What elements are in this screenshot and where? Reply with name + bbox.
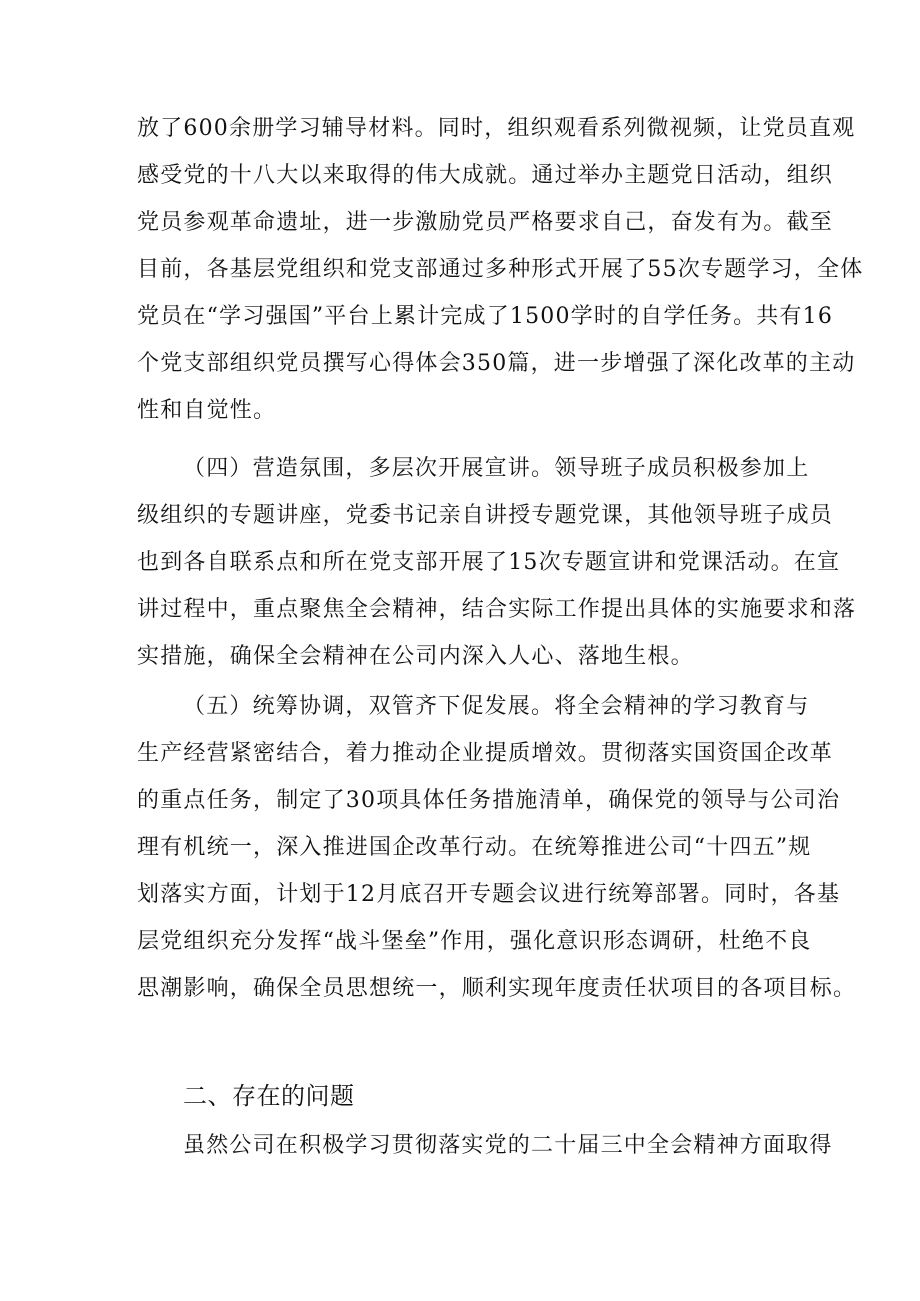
- paragraph-2-line-2: 级组织的专题讲座，党委书记亲自讲授专题党课，其他领导班子成员: [137, 503, 834, 528]
- paragraph-2-line-4: 讲过程中，重点聚焦全会精神，结合实际工作提出具体的实施要求和落: [137, 597, 857, 622]
- paragraph-3-line-6: 层党组织充分发挥“战斗堡垒”作用，强化意识形态调研，杜绝不良: [137, 929, 812, 954]
- paragraph-3-line-7: 思潮影响，确保全员思想统一，顺利实现年度责任状项目的各项目标。: [137, 976, 857, 1001]
- paragraph-1-line-3: 党员参观革命遗址，进一步激励党员严格要求自己，奋发有为。截至: [137, 210, 834, 235]
- paragraph-2-line-1: （四）营造氛围，多层次开展宣讲。领导班子成员积极参加上: [183, 456, 810, 481]
- paragraph-1-line-1: 放了600余册学习辅导材料。同时，组织观看系列微视频，让党员直观: [137, 116, 856, 141]
- paragraph-1-line-6: 个党支部组织党员撰写心得体会350篇，进一步增强了深化改革的主动: [137, 351, 856, 376]
- final-paragraph-line-1: 虽然公司在积极学习贯彻落实党的二十届三中全会精神方面取得: [183, 1133, 833, 1158]
- paragraph-2-line-3: 也到各自联系点和所在党支部开展了15次专题宣讲和党课活动。在宣: [137, 550, 841, 575]
- paragraph-1-line-7: 性和自觉性。: [137, 398, 277, 423]
- paragraph-1-line-4: 目前，各基层党组织和党支部通过多种形式开展了55次专题学习，全体: [137, 257, 864, 282]
- paragraph-3-line-1: （五）统筹协调，双管齐下促发展。将全会精神的学习教育与: [183, 694, 810, 719]
- paragraph-3-line-5: 划落实方面，计划于12月底召开专题会议进行统筹部署。同时，各基: [137, 882, 841, 907]
- paragraph-3-line-4: 理有机统一，深入推进国企改革行动。在统筹推进公司“十四五”规: [137, 835, 812, 860]
- section-heading: 二、存在的问题: [183, 1082, 355, 1110]
- paragraph-1-line-5: 党员在“学习强国”平台上累计完成了1500学时的自学任务。共有16: [137, 304, 834, 329]
- paragraph-3-line-3: 的重点任务，制定了30项具体任务措施清单，确保党的领导与公司治: [137, 788, 841, 813]
- paragraph-3-line-2: 生产经营紧密结合，着力推动企业提质增效。贯彻落实国资国企改革: [137, 741, 834, 766]
- paragraph-1-line-2: 感受党的十八大以来取得的伟大成就。通过举办主题党日活动，组织: [137, 163, 834, 188]
- paragraph-2-line-5: 实措施，确保全会精神在公司内深入人心、落地生根。: [137, 644, 694, 669]
